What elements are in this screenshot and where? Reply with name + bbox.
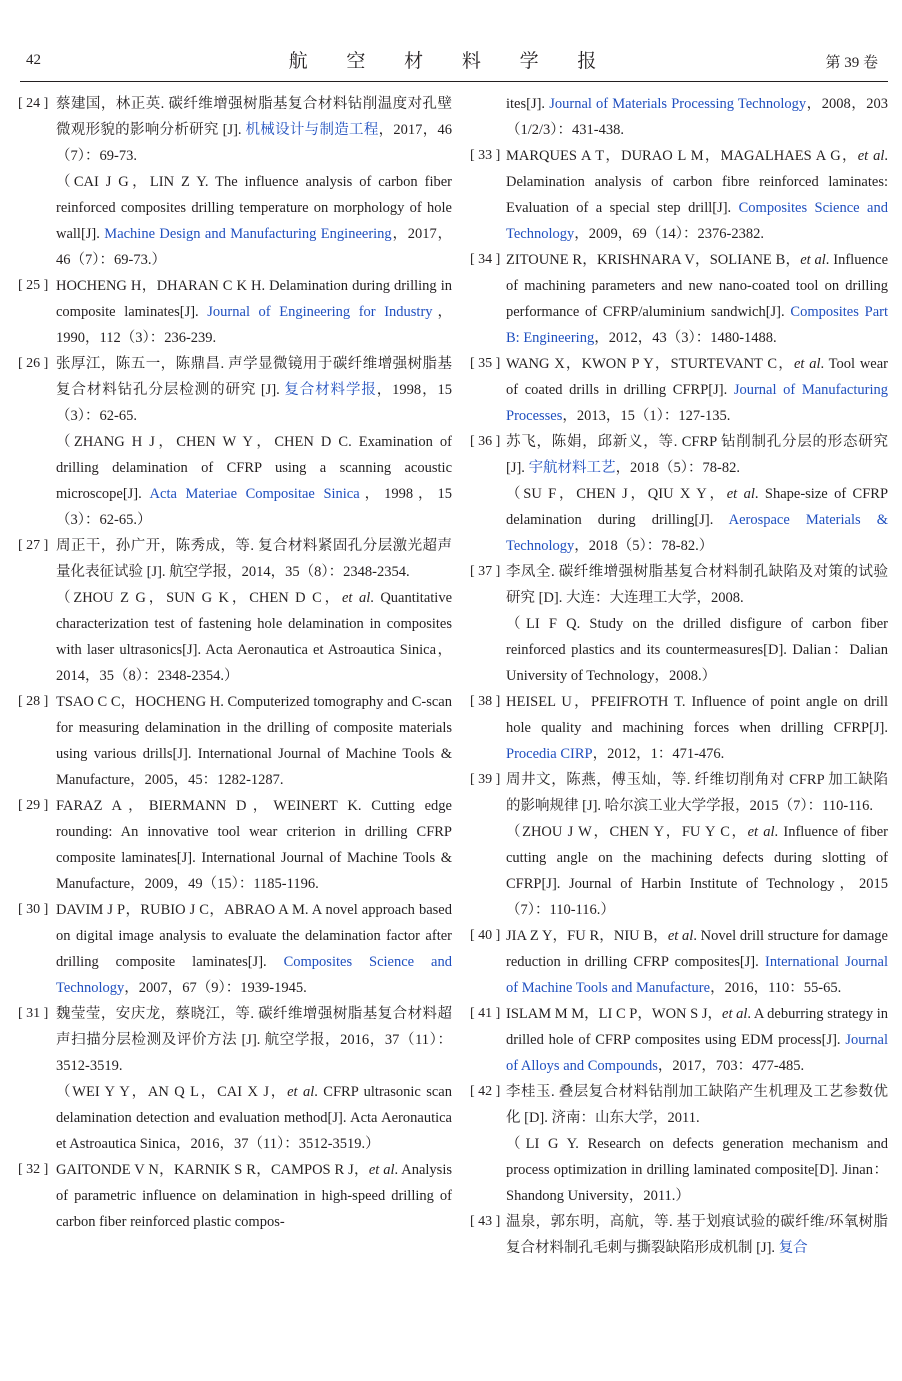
reference-number: [ 41 ]	[470, 1006, 501, 1021]
citation-text: （CAI J G，LIN Z Y. The influence analysis of carbon fiber reinforced composites drilling temperature on morphology of hole wall[J].	[56, 174, 452, 242]
reference-number: [ 43 ]	[470, 1214, 501, 1229]
reference-text	[506, 1001, 888, 1079]
citation-text: . Delamination analysis of carbon fibre reinforced laminates: Evaluation of a special step drill[J].	[506, 148, 888, 216]
citation-text: . Analysis of parametric influence on delamination in high-speed drilling of carbon fiber reinforced plastic compos-	[56, 1162, 452, 1230]
header-rule	[20, 81, 888, 82]
citation-text: ，2008，203（1/2/3）：431-438.	[506, 96, 889, 138]
journal-link[interactable]: Journal of Materials Processing Technology	[549, 96, 807, 112]
citation-text: GAITONDE V N，KARNIK S R，CAMPOS R J，	[56, 1162, 369, 1178]
volume-label: 第 39 卷	[825, 55, 878, 71]
citation-text: 温泉，郭东明，高航，等. 基于划痕试验的碳纤维/环氧树脂复合材料制孔毛刺与撕裂缺陷形成机制 [J].	[506, 1214, 888, 1256]
journal-link[interactable]: Procedia CIRP	[506, 746, 593, 762]
reference-text	[56, 897, 452, 1001]
journal-link[interactable]: Journal of Engineering for Industry	[207, 304, 433, 320]
reference-text	[506, 1079, 888, 1131]
citation-text: WANG X，KWON P Y，STURTEVANT C，	[506, 356, 794, 372]
reference-number: [ 26 ]	[18, 356, 49, 371]
et-al-text: et al	[793, 356, 821, 372]
journal-link[interactable]: Composites Science and Technology	[506, 200, 888, 242]
citation-text: ites[J].	[506, 96, 550, 112]
citation-text: （SU F，CHEN J，QIU X Y，	[506, 486, 727, 502]
journal-link[interactable]: Acta Materiae Compositae Sinica	[149, 486, 360, 502]
citation-text: ISLAM M M，LI C P，WON S J，	[506, 1006, 723, 1022]
et-al-text: et al	[726, 486, 755, 502]
journal-link[interactable]: 复合材料学报	[284, 382, 377, 398]
reference-item	[470, 559, 888, 689]
journal-link[interactable]: Composites Part B: Engineering	[506, 304, 889, 346]
reference-item	[18, 1001, 452, 1157]
reference-text	[506, 143, 888, 247]
reference-english-translation	[56, 429, 452, 533]
reference-text	[56, 793, 452, 897]
reference-number: [ 27 ]	[18, 538, 49, 553]
et-al-text: et al	[342, 590, 371, 606]
journal-link[interactable]: Journal of Manufacturing Processes	[506, 382, 888, 424]
reference-text	[56, 1001, 452, 1079]
citation-text: FARAZ A，BIERMANN D，WEINERT K. Cutting edge rounding: An innovative tool wear criterion in drilling CFRP composite laminates[J]. International Journal of Machine Tools & Manufacture，2009，49（15）：1185-1196.	[56, 798, 452, 892]
reference-text	[506, 767, 888, 819]
et-al-text: et al	[747, 824, 775, 840]
citation-text: ，2012，43（3）：1480-1488.	[594, 330, 777, 346]
citation-text: . Influence of machining parameters and new nano-coated tool on drilling performance of CFRP/aluminium sandwich[J].	[506, 252, 889, 320]
reference-item	[470, 1209, 888, 1261]
reference-item	[470, 1001, 888, 1079]
reference-text	[506, 247, 888, 351]
citation-text: MARQUES A T，DURAO L M，MAGALHAES A G，	[506, 148, 858, 164]
reference-number: [ 37 ]	[470, 564, 501, 579]
et-al-text: et al	[667, 928, 694, 944]
reference-english-translation	[506, 481, 888, 559]
citation-text: HEISEL U，PFEIFROTH T. Influence of point angle on drill hole quality and machining forces when drilling CFRP[J].	[506, 694, 888, 736]
citation-text: ，2017，703：477-485.	[657, 1058, 805, 1074]
page-number: 42	[26, 52, 41, 68]
et-al-text: et al	[722, 1006, 748, 1022]
reference-item	[470, 1079, 888, 1209]
citation-text: ，2012，1：471-476.	[592, 746, 725, 762]
reference-number: [ 34 ]	[470, 252, 501, 267]
reference-text	[506, 351, 888, 429]
reference-english-translation	[56, 169, 452, 273]
reference-number: [ 24 ]	[18, 96, 49, 111]
citation-text: ，2018（5）：78-82.）	[574, 538, 714, 554]
reference-english-translation	[506, 819, 888, 923]
reference-text	[56, 689, 452, 793]
citation-text: DAVIM J P，RUBIO J C，ABRAO A M. A novel approach based on digital image analysis to evaluate the delamination factor after drilling composite laminates[J].	[56, 902, 452, 970]
reference-number: [ 40 ]	[470, 928, 501, 943]
reference-item	[470, 767, 888, 923]
citation-text: （ZHOU J W，CHEN Y，FU Y C，	[506, 824, 748, 840]
citation-text: 周正干，孙广开，陈秀成，等. 复合材料紧固孔分层激光超声量化表征试验 [J]. 航空学报，2014，35（8）：2348-2354.	[56, 538, 452, 580]
reference-text	[506, 923, 888, 1001]
et-al-text: et al	[368, 1162, 395, 1178]
reference-item	[470, 351, 888, 429]
citation-text: 魏莹莹，安庆龙，蔡晓江，等. 碳纤维增强树脂基复合材料超声扫描分层检测及评价方法 [J]. 航空学报，2016，37（11）：3512-3519.	[56, 1006, 452, 1074]
reference-continuation	[506, 91, 888, 143]
citation-text: TSAO C C，HOCHENG H. Computerized tomography and C-scan for measuring delamination in the drilling of composite materials using various drills[J]. International Journal of Machine Tools & Manufacture，2005，45：1282-1287.	[56, 694, 452, 788]
citation-text: 李凤全. 碳纤维增强树脂基复合材料制孔缺陷及对策的试验研究 [D]. 大连：大连理工大学，2008.	[506, 564, 888, 606]
reference-item	[470, 689, 888, 767]
reference-number: [ 28 ]	[18, 694, 49, 709]
reference-item	[18, 273, 452, 351]
citation-text: （ZHANG H J，CHEN W Y，CHEN D C. Examination of drilling delamination of CFRP using a scanning acoustic microscope[J].	[56, 434, 452, 502]
journal-link[interactable]: Machine Design and Manufacturing Engineering	[104, 226, 392, 242]
citation-text: ，2017，46（7）：69-73.）	[56, 226, 452, 268]
reference-item	[18, 351, 452, 533]
reference-number: [ 39 ]	[470, 772, 501, 787]
citation-text: ZITOUNE R，KRISHNARA V，SOLIANE B，	[506, 252, 801, 268]
journal-title: 航 空 材 料 学 报	[288, 51, 614, 72]
citation-text: ，2017，46（7）：69-73.	[56, 122, 453, 164]
citation-text: （LI F Q. Study on the drilled disfigure of carbon fiber reinforced plastics and its countermeasures[D]. Dalian：Dalian University of Technology，2008.）	[506, 616, 888, 684]
journal-link[interactable]: International Journal of Machine Tools and Manufacture	[506, 954, 888, 996]
citation-text: 蔡建国，林正英. 碳纤维增强树脂基复合材料钻削温度对孔壁微观形貌的影响分析研究 [J].	[56, 96, 452, 138]
reference-item	[18, 793, 452, 897]
reference-number: [ 32 ]	[18, 1162, 49, 1177]
citation-text: . Novel drill structure for damage reduction in drilling CFRP composites[J].	[506, 928, 888, 970]
reference-english-translation	[56, 585, 452, 689]
reference-item	[18, 689, 452, 793]
journal-link[interactable]: Aerospace Materials & Technology	[506, 512, 888, 554]
reference-text	[56, 273, 452, 351]
reference-item	[470, 923, 888, 1001]
reference-text	[56, 533, 452, 585]
citation-text: 苏飞，陈娟，邱新义，等. CFRP 钻削制孔分层的形态研究 [J].	[506, 434, 888, 476]
reference-item	[18, 1157, 452, 1235]
citation-text: 张厚江，陈五一，陈鼎昌. 声学显微镜用于碳纤维增强树脂基复合材料钻孔分层检测的研究 [J].	[56, 356, 452, 398]
reference-number: [ 29 ]	[18, 798, 49, 813]
citation-text: （LI G Y. Research on defects generation mechanism and process optimization in drilling laminated composite[D]. Jinan：Shandong University，2011.）	[506, 1136, 888, 1204]
citation-text: （ZHOU Z G，SUN G K，CHEN D C，	[56, 590, 342, 606]
citation-text: ，1998，15（3）：62-65.）	[56, 486, 452, 528]
reference-text	[56, 351, 452, 429]
reference-item	[470, 143, 888, 247]
citation-text: . Quantitative characterization test of fastening hole delamination in composites with laser ultrasonics[J]. Acta Aeronautica et Astroautica Sinica，2014，35（8）：2348-2354.）	[56, 590, 453, 684]
reference-text	[56, 1157, 452, 1235]
et-al-text: et al	[857, 148, 885, 164]
citation-text: . Influence of fiber cutting angle on the machining defects during slotting of CFRP[J]. Journal of Harbin Institute of Technology，2015（7）：110-116.）	[506, 824, 888, 918]
reference-number: [ 38 ]	[470, 694, 501, 709]
journal-link[interactable]: 复合	[778, 1240, 808, 1256]
journal-link[interactable]: Composites Science and Technology	[56, 954, 452, 996]
citation-text: ，2013，15（1）：127-135.	[562, 408, 731, 424]
et-al-text: et al	[287, 1084, 315, 1100]
references-left-column	[18, 91, 452, 1235]
citation-text: ，1998，15（3）：62-65.	[56, 382, 452, 424]
journal-link[interactable]: 机械设计与制造工程	[245, 122, 379, 138]
reference-text	[506, 559, 888, 611]
citation-text: . CFRP ultrasonic scan delamination detection and evaluation method[J]. Acta Aeronautica et Astroautica Sinica，2016，37（11）：3512-3519.）	[56, 1084, 452, 1152]
citation-text: JIA Z Y，FU R，NIU B，	[506, 928, 668, 944]
reference-item	[470, 247, 888, 351]
reference-number: [ 30 ]	[18, 902, 49, 917]
reference-item	[18, 897, 452, 1001]
reference-english-translation	[506, 1131, 888, 1209]
reference-number: [ 33 ]	[470, 148, 501, 163]
references-right-column	[470, 91, 888, 1261]
citation-text: 李桂玉. 叠层复合材料钻削加工缺陷产生机理及工艺参数优化 [D]. 济南：山东大学，2011.	[506, 1084, 888, 1126]
citation-text: ，2007，67（9）：1939-1945.	[124, 980, 307, 996]
reference-item	[18, 533, 452, 689]
citation-text: ，2016，110：55-65.	[710, 980, 842, 996]
citation-text: . Tool wear of coated drills in drilling CFRP[J].	[506, 356, 888, 398]
citation-text: ，1990，112（3）：236-239.	[56, 304, 452, 346]
et-al-text: et al	[800, 252, 826, 268]
reference-item	[18, 91, 452, 273]
reference-text	[506, 1209, 888, 1261]
citation-text: . Shape-size of CFRP delamination during drilling[J].	[506, 486, 889, 528]
citation-text: HOCHENG H，DHARAN C K H. Delamination during drilling in composite laminates[J].	[56, 278, 452, 320]
reference-number: [ 35 ]	[470, 356, 501, 371]
reference-item	[470, 429, 888, 559]
citation-text: . A deburring strategy in drilled hole of CFRP composites using EDM process[J].	[506, 1006, 889, 1048]
citation-text: ，2009，69（14）：2376-2382.	[574, 226, 764, 242]
reference-number: [ 42 ]	[470, 1084, 501, 1099]
reference-number: [ 31 ]	[18, 1006, 49, 1021]
reference-english-translation	[506, 611, 888, 689]
citation-text: （WEI Y Y，AN Q L，CAI X J，	[56, 1084, 288, 1100]
journal-link[interactable]: 宇航材料工艺	[528, 460, 616, 476]
reference-text	[506, 689, 888, 767]
reference-english-translation	[56, 1079, 452, 1157]
reference-number: [ 25 ]	[18, 278, 49, 293]
reference-text	[506, 429, 888, 481]
journal-link[interactable]: Journal of Alloys and Compounds	[506, 1032, 888, 1074]
citation-text: 周井文，陈燕，傅玉灿，等. 纤维切削角对 CFRP 加工缺陷的影响规律 [J]. 哈尔滨工业大学学报，2015（7）：110-116.	[506, 772, 888, 814]
reference-number: [ 36 ]	[470, 434, 501, 449]
reference-text	[56, 91, 452, 169]
citation-text: ，2018（5）：78-82.	[615, 460, 741, 476]
